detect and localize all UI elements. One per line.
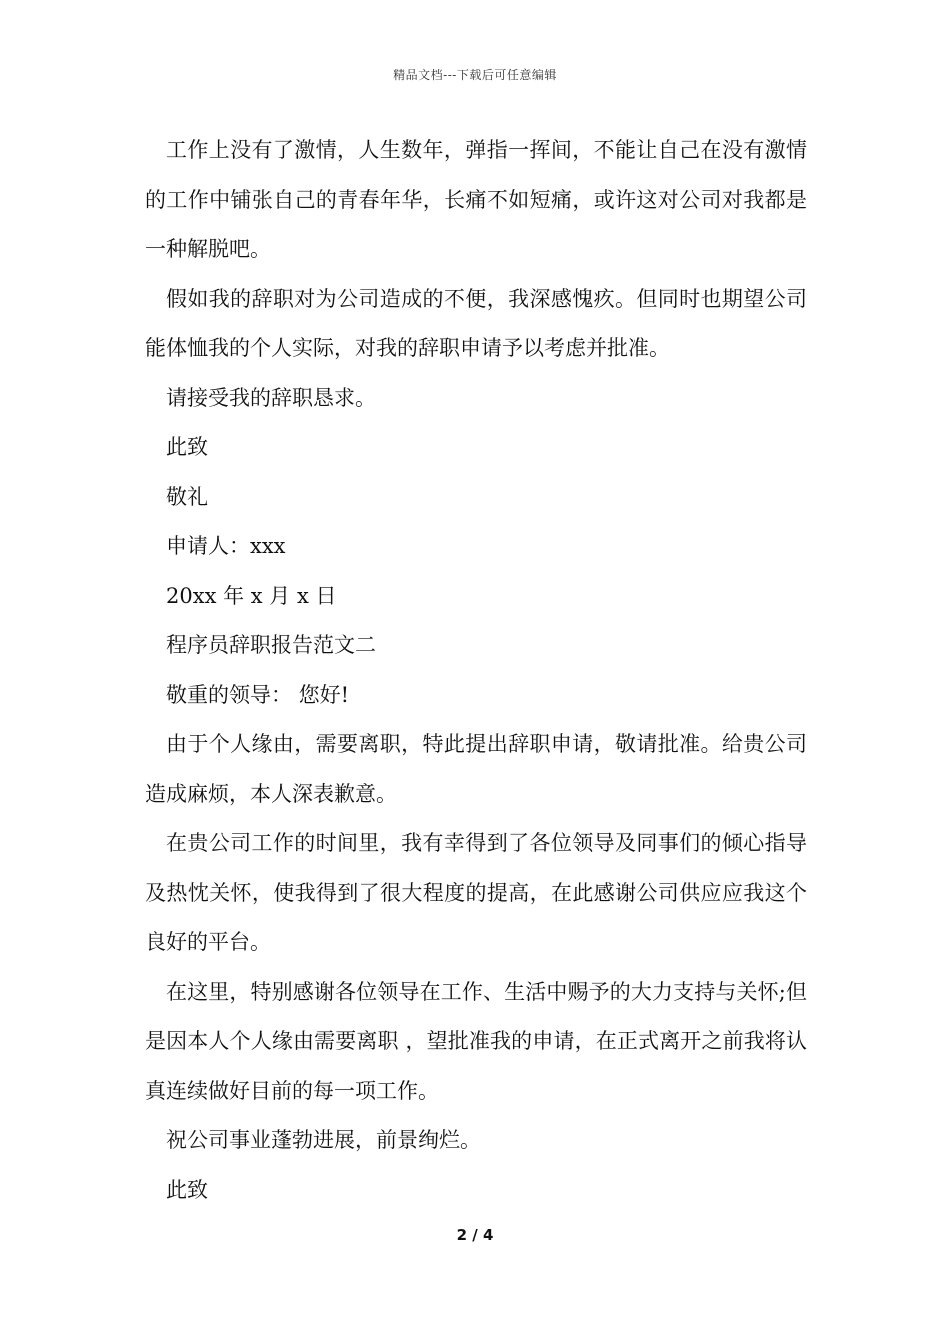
paragraph: 此致	[166, 1177, 208, 1202]
paragraph: 由于个人缘由，需要离职，特此提出辞职申请，敬请批准。给贵公司造成麻烦，本人深表歉意。	[145, 732, 807, 806]
paragraph: 假如我的辞职对为公司造成的不便，我深感愧疚。但同时也期望公司能体恤我的个人实际，对我的辞职申请予以考虑并批准。	[145, 286, 807, 360]
document-body	[145, 126, 807, 1215]
date-line: 20xx 年 x 月 x 日	[166, 583, 337, 608]
paragraph: 在这里，特别感谢各位领导在工作、生活中赐予的大力支持与关怀;但是因本人个人缘由需要离职 ，望批准我的申请，在正式离开之前我将认真连续做好目前的每一项工作。	[145, 979, 807, 1103]
salutation: 敬重的领导： 您好!	[166, 682, 350, 707]
document-header: 精品文档---下载后可任意编辑	[393, 68, 557, 82]
paragraph: 工作上没有了激情，人生数年，弹指一挥间，不能让自己在没有激情的工作中铺张自己的青春年华，长痛不如短痛，或许这对公司对我都是一种解脱吧。	[145, 138, 807, 261]
section-title: 程序员辞职报告范文二	[166, 633, 376, 657]
paragraph: 敬礼	[166, 484, 208, 509]
paragraph: 请接受我的辞职恳求。	[166, 385, 376, 410]
paragraph: 祝公司事业蓬勃进展，前景绚烂。	[166, 1128, 481, 1152]
applicant-line: 申请人：xxx	[166, 534, 286, 558]
paragraph: 在贵公司工作的时间里，我有幸得到了各位领导及同事们的倾心指导及热忱关怀，使我得到了很大程度的提高，在此感谢公司供应应我这个良好的平台。	[145, 831, 807, 954]
paragraph: 此致	[166, 435, 208, 459]
page-indicator: 2 / 4	[456, 1226, 494, 1244]
